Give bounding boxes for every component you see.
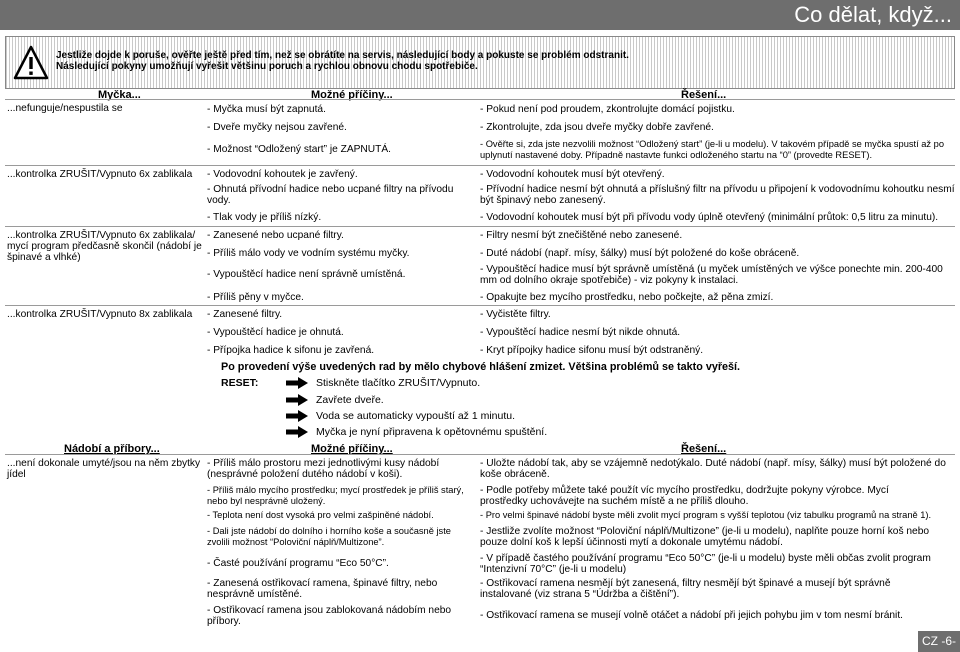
cause-item: - Časté používání programu “Eco 50°C”. (207, 558, 389, 569)
solution-item: - Pokud není pod proudem, zkontrolujte domácí pojistku. (480, 104, 735, 115)
row-divider (5, 165, 955, 166)
solution-item: - Ostřikovací ramena se musejí volně otáčet a nádobí při jejich pohybu jim v tom nesmí bránit. (480, 610, 903, 621)
warning-line-2: Následující pokyny umožňují vyřešit většinu poruch a rychlou obnovu chodu spotřebiče. (56, 61, 478, 72)
symptom-item: ...kontrolka ZRUŠIT/Vypnuto 8x zablikala (7, 309, 193, 320)
symptom-item: ...není dokonale umyté/jsou na něm zbytky jídel (7, 458, 201, 480)
warning-line-1: Jestliže dojde k poruše, ověřte ještě před tím, než se obrátíte na servis, následující body a pokuste se problém odstranit. (56, 50, 629, 61)
arrow-right-icon (286, 410, 308, 422)
cause-heading: Možné příčiny... (311, 89, 393, 101)
symptom-item: ...kontrolka ZRUŠIT/Vypnuto 6x zablikala/ mycí program předčasně skončil (nádobí je špinavé a vlhké) (7, 230, 202, 263)
solution-item: - Vodovodní kohoutek musí být otevřený. (480, 169, 665, 180)
solution-item: - Ostřikovací ramena nesmějí být zanesená, filtry nesmějí být špinavé a musejí být správně instalované (viz strana 5 “Údržba a čištění”). (480, 578, 891, 600)
warning-text (56, 50, 629, 72)
reset-step: Zavřete dveře. (316, 394, 384, 406)
solution-item: - Přívodní hadice nesmí být ohnutá a příslušný filtr na přívodu u připojení k vodovodnímu kohoutku nesmí být špinavý nebo zanesený. (480, 184, 955, 206)
cause-item: - Příliš málo mycího prostředku; mycí prostředek je příliš starý, nebo byl nesprávně uložený. (207, 485, 464, 506)
solution-item: - Ověřte si, zda jste nezvolili možnost “Odložený start” (je-li u modelu). V takovém případě se myčka spustí až po uplynutí nastavené doby. Případně nastavte funkci odloženého startu na “0” (provedte RESET). (480, 139, 944, 160)
after-note: Po provedení výše uvedených rad by mělo chybové hlášení zmizet. Většina problémů se takto vyřeší. (221, 361, 741, 373)
solution-item: - Zkontrolujte, zda jsou dveře myčky dobře zavřené. (480, 122, 714, 133)
symptom-item: ...kontrolka ZRUŠIT/Vypnuto 6x zablikala (7, 169, 193, 180)
cause-item: - Příliš málo prostoru mezi jednotlivými kusy nádobí (nesprávné položení dutého nádobí v koši). (207, 458, 440, 480)
solution-item: - Vyčistěte filtry. (480, 309, 551, 320)
header-bar (0, 0, 960, 30)
arrow-right-icon (286, 394, 308, 406)
cause-item: - Ohnutá přívodní hadice nebo ucpané filtry na přívodu vody. (207, 184, 454, 206)
reset-label: RESET: (221, 377, 259, 389)
cause-item: - Ostřikovací ramena jsou zablokovaná nádobím nebo příbory. (207, 605, 452, 627)
cause-item: - Zanesené nebo ucpané filtry. (207, 230, 344, 241)
symptom-item: ...nefunguje/nespustila se (7, 103, 123, 114)
cause-item: - Příliš pěny v myčce. (207, 292, 304, 303)
row-divider (5, 226, 955, 227)
cause-item: - Vodovodní kohoutek je zavřený. (207, 169, 358, 180)
solution-item: - Opakujte bez mycího prostředku, nebo počkejte, až pěna zmizí. (480, 292, 774, 303)
cause-item: - Teplota není dost vysoká pro velmi zašpiněné nádobí. (207, 510, 434, 520)
arrow-right-icon (286, 426, 308, 438)
arrow-right-icon (286, 377, 308, 389)
solution-item: - Jestliže zvolíte možnost “Poloviční náplň/Multizone” (je-li u modelu), naplňte pouze horní koš nebo pouze dolní koš k lepší účinnosti mytí a dokonale umytému nádobí. (480, 526, 930, 548)
cause-item: - Příliš málo vody ve vodním systému myčky. (207, 248, 410, 259)
solution-heading: Řešení... (681, 89, 727, 101)
reset-step: Stiskněte tlačítko ZRUŠIT/Vypnuto. (316, 377, 481, 389)
cause-item: - Přípojka hadice k sifonu je zavřená. (207, 345, 375, 356)
cause-item: - Dveře myčky nejsou zavřené. (207, 122, 347, 133)
row-divider (5, 305, 955, 306)
solution-item: - Vypouštěcí hadice nesmí být nikde ohnutá. (480, 327, 681, 338)
cause-item: - Zanesená ostřikovací ramena, špinavé filtry, nebo nesprávně umístěné. (207, 578, 438, 600)
solution-item: - Filtry nesmí být znečištěné nebo zanesené. (480, 230, 683, 241)
cause-item: - Možnost “Odložený start” je ZAPNUTÁ. (207, 144, 391, 155)
row-divider (5, 454, 955, 455)
cause-item: - Myčka musí být zapnutá. (207, 104, 326, 115)
symptom-heading: Myčka... (98, 89, 141, 101)
solution-item: - Vypouštěcí hadice musí být správně umístěná (u myček umístěných ve výšce ponechte min. 200-400 mm od dolního okraje spotřebiče) - viz pokyny k instalaci. (480, 264, 943, 286)
cause-item: - Dali jste nádobí do dolního i horního koše a současně jste zvolili možnost “Poloviční náplň/Multizone”. (207, 526, 451, 547)
cause-item: - Vypouštěcí hadice je ohnutá. (207, 327, 344, 338)
cause-item: - Zanesené filtry. (207, 309, 283, 320)
cause-item: - Vypouštěcí hadice není správně umístěná. (207, 269, 406, 280)
row-divider (5, 99, 955, 100)
solution-item: - Vodovodní kohoutek musí být při přívodu vody úplně otevřený (minimální průtok: 0,5 litru za minutu). (480, 212, 939, 223)
warning-triangle-icon (13, 45, 49, 81)
solution-item: - V případě častého používání programu “Eco 50°C” (je-li u modelu) byste měli občas zvolit program “Intenzivní 70°C” (je-li u modelu) (480, 553, 931, 575)
solution-item: - Duté nádobí (např. mísy, šálky) musí být položené do koše obráceně. (480, 248, 800, 259)
reset-step: Voda se automaticky vypouští až 1 minutu. (316, 410, 516, 422)
solution-item: - Pro velmi špinavé nádobí byste měli zvolit mycí program s vyšší teplotou (viz tabulku programů na straně 1). (480, 510, 932, 520)
warning-box (5, 36, 955, 89)
reset-step: Myčka je nyní připravena k opětovnému spuštění. (316, 426, 548, 438)
page-number: CZ -6- (918, 631, 960, 652)
solution-item: - Kryt přípojky hadice sifonu musí být odstraněný. (480, 345, 704, 356)
cause-item: - Tlak vody je příliš nízký. (207, 212, 322, 223)
symptom-heading: Nádobí a příbory... (64, 443, 160, 455)
solution-item: - Uložte nádobí tak, aby se vzájemně nedotýkalo. Duté nádobí (např. mísy, šálky) musí být položené do koše obráceně. (480, 458, 946, 480)
solution-heading: Řešení... (681, 443, 727, 455)
cause-heading: Možné příčiny... (311, 443, 393, 455)
page-title: Co dělat, když... (794, 2, 952, 27)
solution-item: - Podle potřeby můžete také použít víc mycího prostředku, dodržujte pokyny výrobce. Mycí prostředky uchovávejte na suchém místě a ne příliš dlouho. (480, 485, 889, 507)
